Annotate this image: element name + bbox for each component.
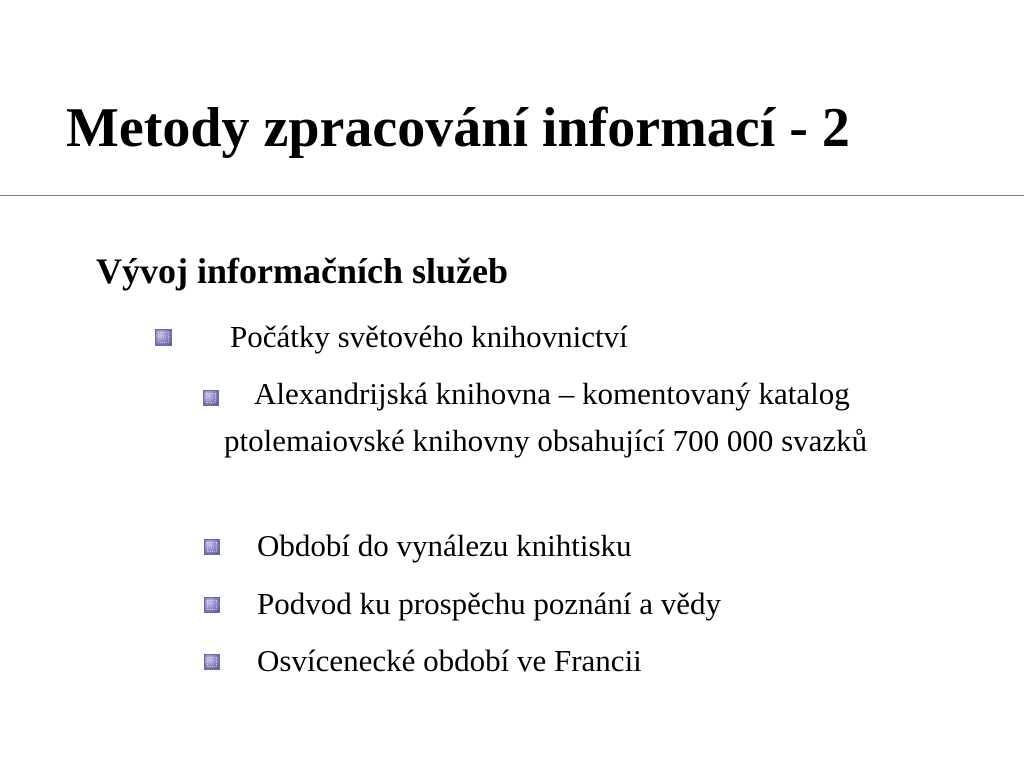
square-bullet-icon bbox=[204, 539, 220, 555]
list-item-level2: Podvod ku prospěchu poznání a vědy bbox=[257, 586, 722, 621]
square-bullet-icon bbox=[203, 390, 219, 406]
list-item-level2: Osvícenecké období ve Francii bbox=[257, 643, 642, 678]
slide-title: Metody zpracování informací - 2 bbox=[66, 97, 850, 159]
list-item-level1: Počátky světového knihovnictví bbox=[230, 319, 628, 354]
list-item-level2: Alexandrijská knihovna – komentovaný katalog ptolemaiovské knihovny obsahující 700 000 svazků bbox=[224, 376, 868, 459]
square-bullet-icon bbox=[155, 329, 172, 346]
section-heading: Vývoj informačních služeb bbox=[96, 251, 508, 291]
square-bullet-icon bbox=[204, 654, 220, 670]
square-bullet-icon bbox=[204, 597, 220, 613]
title-divider bbox=[0, 195, 1024, 196]
list-item-level2: Období do vynálezu knihtisku bbox=[257, 528, 632, 563]
